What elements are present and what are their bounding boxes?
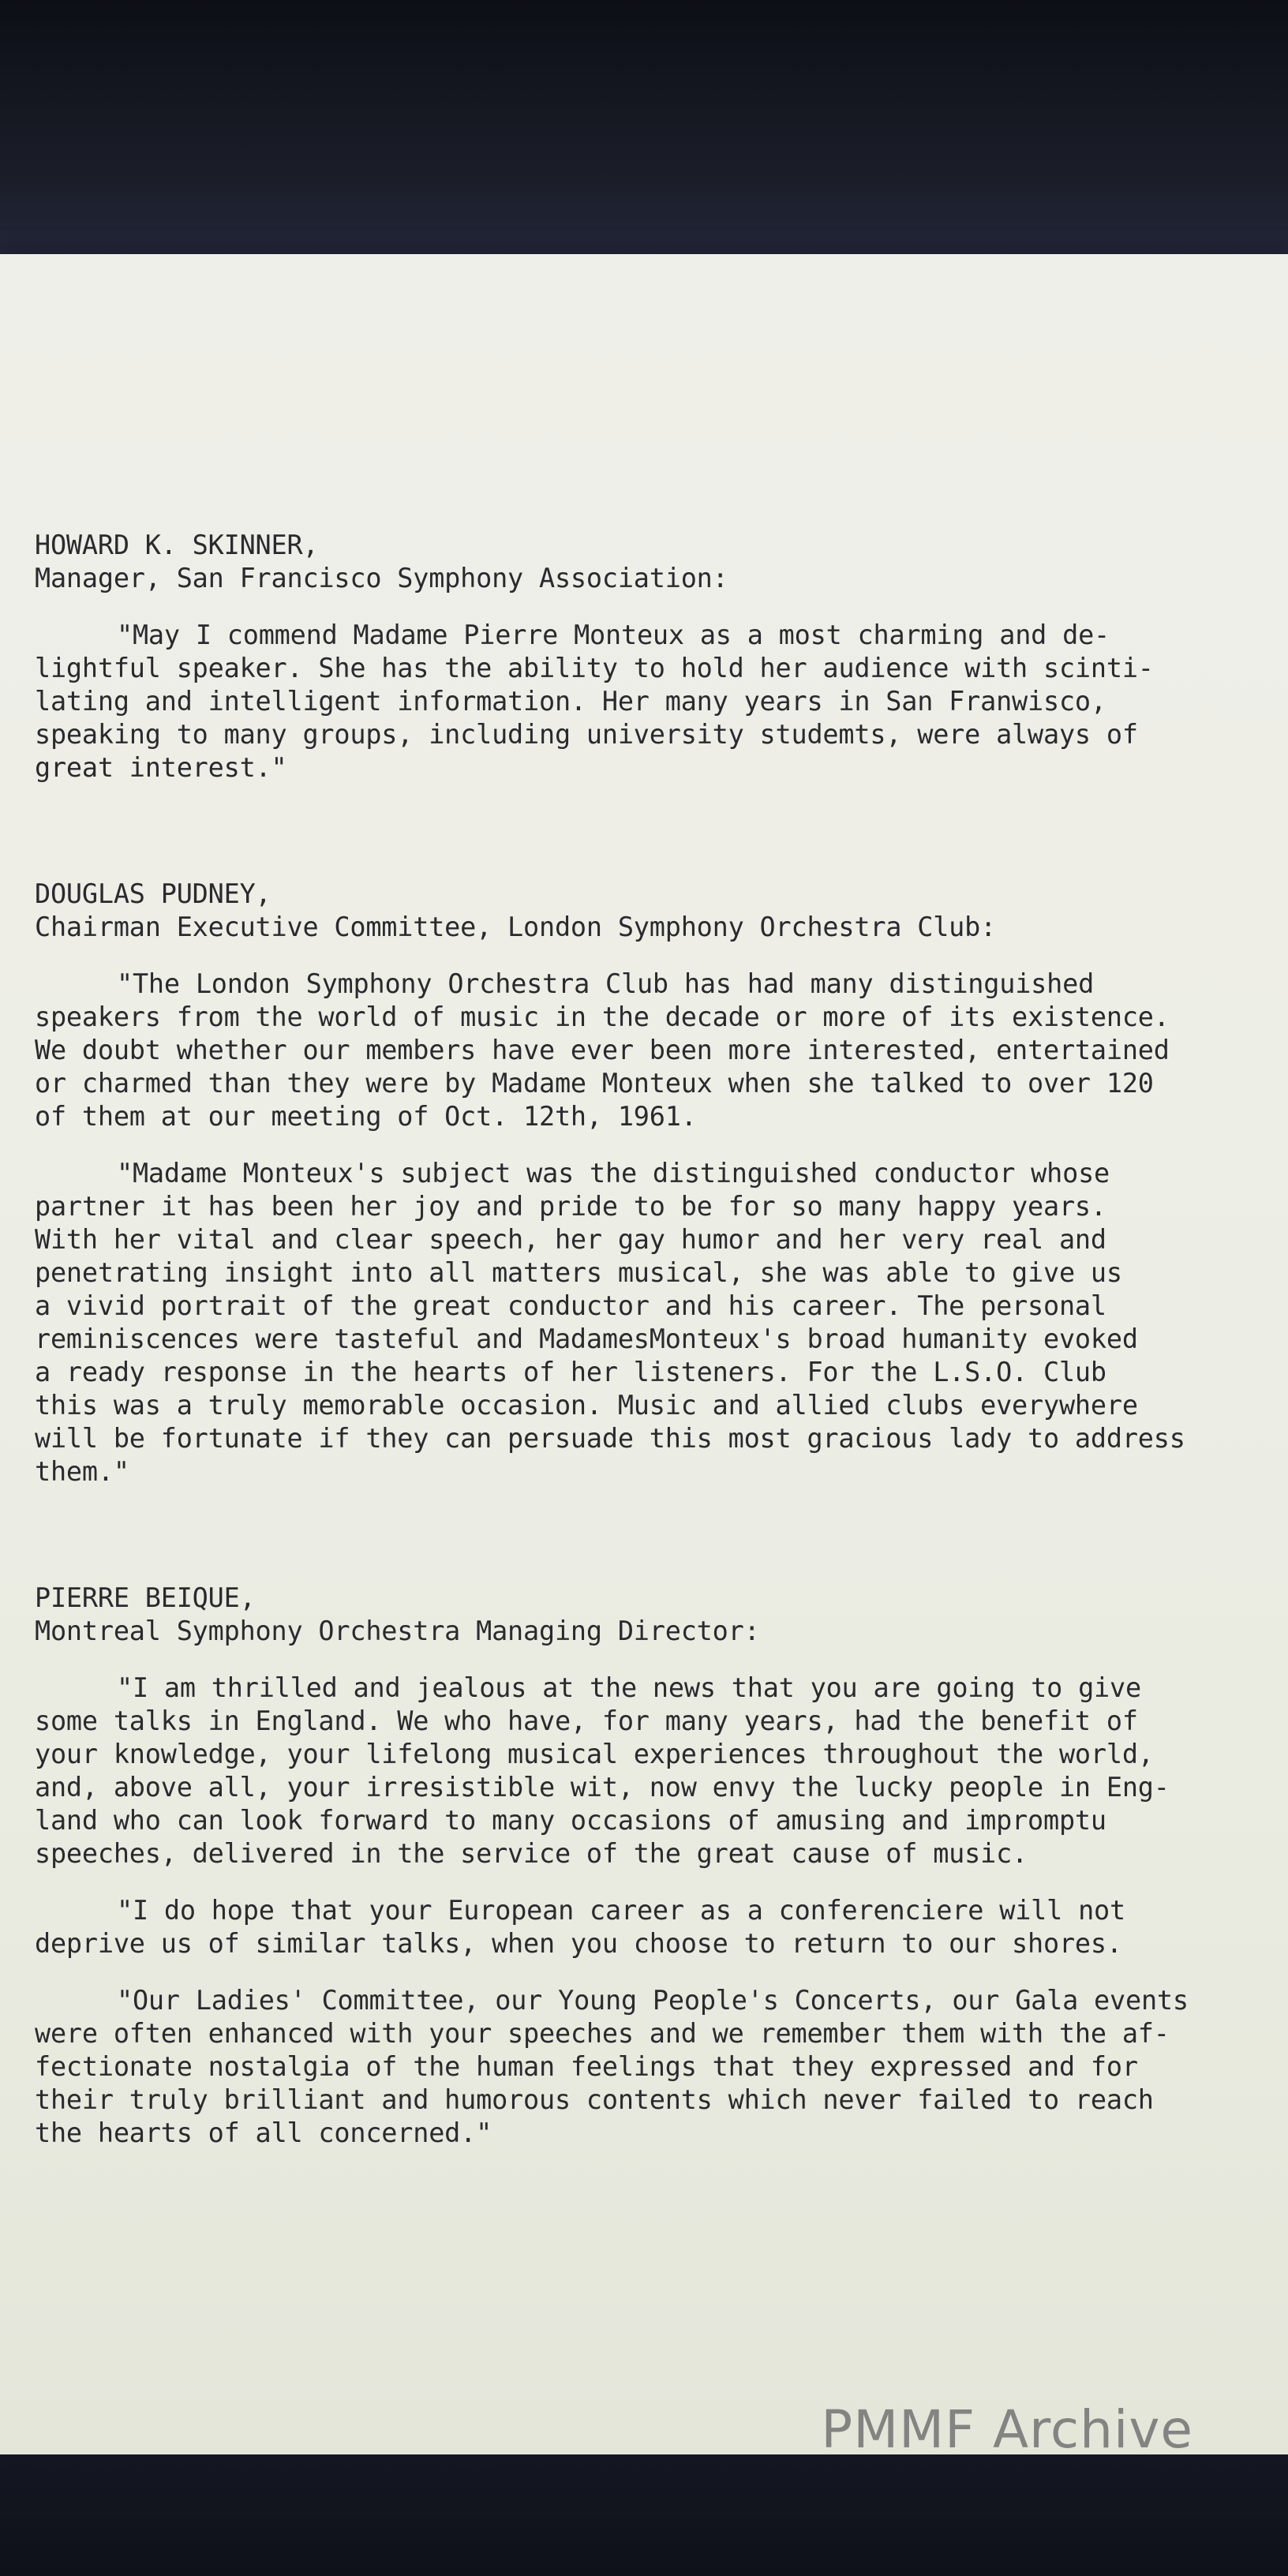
dark-background-top — [0, 0, 1288, 260]
text-line: of them at our meeting of Oct. 12th, 1961. — [35, 1101, 697, 1132]
text-line: your knowledge, your lifelong musical experiences throughout the world, — [35, 1739, 1154, 1769]
archive-watermark: PMMF Archive — [821, 2399, 1193, 2460]
text-line: the hearts of all concerned." — [35, 2117, 492, 2148]
text-line: With her vital and clear speech, her gay humor and her very real and — [35, 1224, 1106, 1255]
text-line: land who can look forward to many occasions of amusing and impromptu — [35, 1805, 1106, 1836]
text-line: "Madame Monteux's subject was the distinguished conductor whose — [117, 1158, 1110, 1189]
speaker-name: DOUGLAS PUDNEY, — [35, 878, 271, 909]
speaker-name: PIERRE BEIQUE, — [35, 1582, 256, 1613]
testimonial-section-beique — [35, 1582, 1266, 2150]
text-line: will be fortunate if they can persuade this most gracious lady to address — [35, 1423, 1185, 1454]
speaker-title: Montreal Symphony Orchestra Managing Director: — [35, 1616, 760, 1646]
typed-letter-body — [35, 529, 1266, 2150]
text-line: speakers from the world of music in the decade or more of its existence. — [35, 1002, 1170, 1032]
speaker-title: Manager, San Francisco Symphony Association: — [35, 563, 728, 593]
testimonial-section-pudney — [35, 878, 1266, 1488]
text-line: were often enhanced with your speeches and we remember them with the af- — [35, 2018, 1170, 2049]
text-line: great interest." — [35, 752, 287, 783]
text-line: some talks in England. We who have, for many years, had the benefit of — [35, 1705, 1138, 1736]
text-line: them." — [35, 1456, 129, 1487]
text-line: a ready response in the hearts of her listeners. For the L.S.O. Club — [35, 1357, 1106, 1387]
text-line: and, above all, your irresistible wit, now envy the lucky people in Eng- — [35, 1772, 1170, 1803]
quote-paragraph — [35, 1157, 1266, 1488]
text-line: "Our Ladies' Committee, our Young People's Concerts, our Gala events — [117, 1985, 1189, 2016]
text-line: We doubt whether our members have ever been more interested, entertained — [35, 1035, 1170, 1065]
quote-paragraph — [35, 1984, 1266, 2150]
quote-paragraph — [35, 1672, 1266, 1870]
text-line: lightful speaker. She has the ability to hold her audience with scinti- — [35, 653, 1154, 683]
speaker-name: HOWARD K. SKINNER, — [35, 530, 319, 560]
text-line: "I do hope that your European career as a conferenciere will not — [117, 1895, 1125, 1926]
speaker-title: Chairman Executive Committee, London Symphony Orchestra Club: — [35, 912, 997, 942]
text-line: speaking to many groups, including university studemts, were always of — [35, 719, 1138, 750]
text-line: "I am thrilled and jealous at the news that you are going to give — [117, 1672, 1141, 1703]
text-line: reminiscences were tasteful and MadamesMonteux's broad humanity evoked — [35, 1324, 1138, 1354]
text-line: penetrating insight into all matters musical, she was able to give us — [35, 1257, 1122, 1288]
text-line: speeches, delivered in the service of the great cause of music. — [35, 1838, 1028, 1869]
text-line: or charmed than they were by Madame Monteux when she talked to over 120 — [35, 1068, 1154, 1099]
text-line: partner it has been her joy and pride to be for so many happy years. — [35, 1191, 1106, 1222]
dark-background-bottom — [0, 2454, 1288, 2576]
quote-paragraph — [35, 1894, 1266, 1960]
text-line: a vivid portrait of the great conductor and his career. The personal — [35, 1290, 1106, 1321]
text-line: this was a truly memorable occasion. Music and allied clubs everywhere — [35, 1390, 1138, 1421]
text-line: lating and intelligent information. Her many years in San Franwisco, — [35, 686, 1106, 717]
text-line: their truly brilliant and humorous contents which never failed to reach — [35, 2084, 1154, 2115]
quote-paragraph — [35, 968, 1266, 1133]
quote-paragraph — [35, 619, 1266, 784]
text-line: "The London Symphony Orchestra Club has had many distinguished — [117, 968, 1095, 999]
text-line: deprive us of similar talks, when you choose to return to our shores. — [35, 1928, 1122, 1959]
text-line: fectionate nostalgia of the human feelings that they expressed and for — [35, 2051, 1138, 2082]
testimonial-section-skinner — [35, 529, 1266, 784]
text-line: "May I commend Madame Pierre Monteux as a most charming and de- — [117, 620, 1110, 650]
